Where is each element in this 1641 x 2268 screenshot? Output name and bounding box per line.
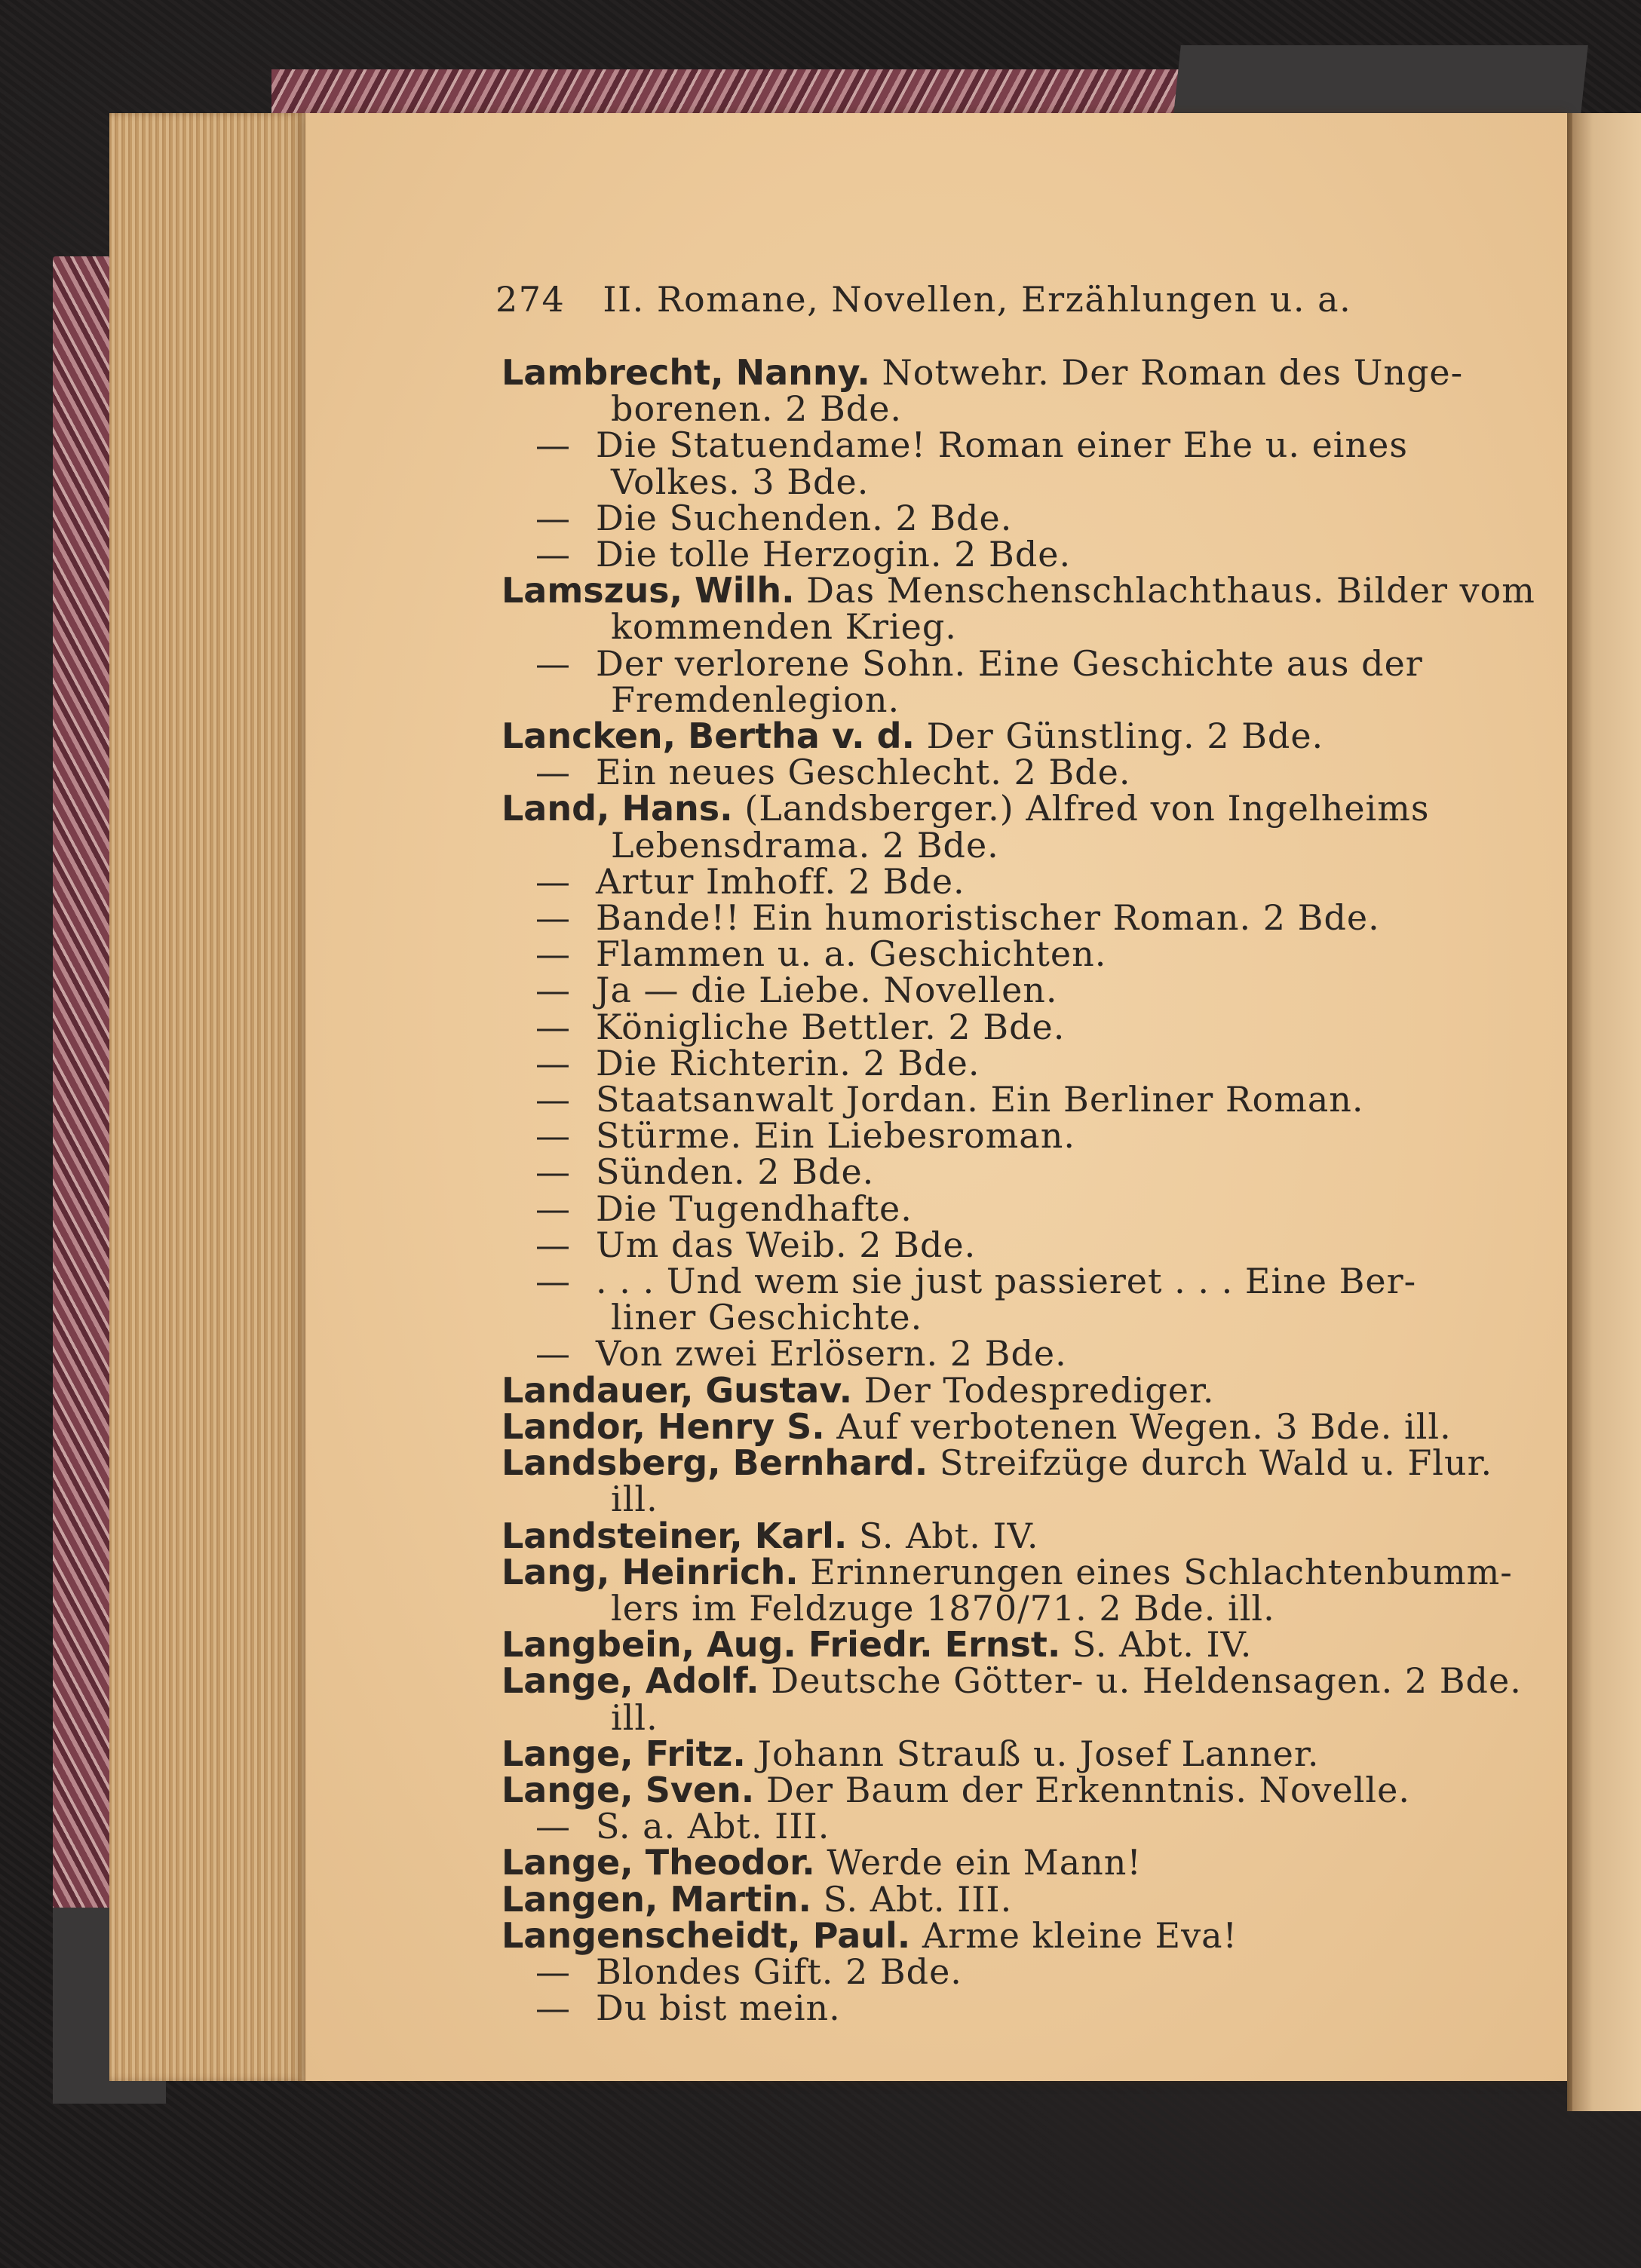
catalog-entries	[502, 352, 1535, 2029]
ditto-dash: —	[535, 1951, 571, 1992]
entry-text: (Landsberger.) Alfred von Ingelheims	[732, 788, 1430, 829]
entry-line	[502, 1442, 1497, 1484]
entry-text: Notwehr. Der Roman des Unge-	[870, 352, 1464, 393]
sub-entry-line	[502, 1333, 1497, 1375]
author-name: Lambrecht, Nanny.	[502, 352, 870, 393]
running-header	[495, 279, 1351, 320]
entry-text: borenen. 2 Bde.	[611, 388, 903, 430]
entry-text: . . . Und wem sie just passieret . . . Eine Ber-	[596, 1261, 1417, 1302]
entry-text: Der Baum der Erkenntnis. Novelle.	[754, 1769, 1410, 1810]
author-name: Lange, Adolf.	[502, 1660, 759, 1702]
entry-line	[502, 1769, 1497, 1810]
entry-text: ill.	[611, 1479, 658, 1520]
ditto-dash: —	[535, 1806, 571, 1847]
entry-text: S. Abt. III.	[811, 1878, 1013, 1920]
entry-text: Ja — die Liebe. Novellen.	[596, 970, 1058, 1011]
author-name: Lange, Theodor.	[502, 1842, 815, 1883]
sub-entry-line	[502, 860, 1497, 902]
entry-text: Die Tugendhafte.	[596, 1188, 913, 1229]
entry-line	[502, 1733, 1497, 1774]
sub-entry-line	[502, 1151, 1497, 1193]
entry-line	[502, 1551, 1513, 1592]
entry-text: Arme kleine Eva!	[910, 1914, 1238, 1956]
entry-line	[502, 1369, 1497, 1411]
ditto-dash: —	[535, 933, 571, 975]
sub-entry-line	[502, 1261, 1497, 1302]
continuation-line	[502, 679, 1497, 720]
ditto-dash: —	[535, 970, 571, 1011]
entry-line	[502, 1914, 1497, 1956]
continuation-line	[502, 1297, 1497, 1338]
continuation-line	[502, 388, 1497, 430]
ditto-dash: —	[535, 1261, 571, 1302]
entry-text: S. Abt. IV.	[1060, 1624, 1253, 1666]
sub-entry-line	[502, 534, 1497, 575]
ditto-dash: —	[535, 1333, 571, 1375]
author-name: Langenscheidt, Paul.	[502, 1914, 911, 1956]
entry-line	[502, 1878, 1497, 1920]
author-name: Lang, Heinrich.	[502, 1551, 799, 1592]
entry-text: Das Menschenschlachthaus. Bilder vom	[794, 570, 1535, 611]
entry-text: Staatsanwalt Jordan. Ein Berliner Roman.	[596, 1079, 1364, 1120]
ditto-dash: —	[535, 1115, 571, 1157]
entry-line	[502, 788, 1497, 829]
author-name: Landsteiner, Karl.	[502, 1515, 848, 1556]
ditto-dash: —	[535, 1042, 571, 1083]
sub-entry-line	[502, 970, 1497, 1011]
page-number: 274	[495, 279, 566, 320]
entry-text: Blondes Gift. 2 Bde.	[596, 1951, 962, 1992]
entry-text: Königliche Bettler. 2 Bde.	[596, 1006, 1066, 1047]
entry-line	[502, 1405, 1497, 1447]
ditto-dash: —	[535, 752, 571, 793]
entry-text: Die Suchenden. 2 Bde.	[596, 497, 1013, 538]
sub-entry-line	[502, 1188, 1497, 1229]
entry-text: Sünden. 2 Bde.	[596, 1151, 875, 1193]
sub-entry-line	[502, 642, 1497, 684]
sub-entry-line	[502, 497, 1497, 538]
page-edges	[109, 113, 336, 2081]
continuation-line	[502, 1696, 1497, 1738]
entry-text: Ein neues Geschlecht. 2 Bde.	[596, 752, 1131, 793]
author-name: Landor, Henry S.	[502, 1405, 825, 1447]
entry-text: kommenden Krieg.	[611, 606, 957, 648]
entry-text: ill.	[611, 1696, 658, 1738]
sub-entry-line	[502, 1988, 1497, 2029]
entry-line	[502, 1624, 1497, 1666]
entry-text: Deutsche Götter- u. Heldensagen. 2 Bde.	[759, 1660, 1522, 1702]
ditto-dash: —	[535, 424, 571, 466]
ditto-dash: —	[535, 860, 571, 902]
author-name: Landsberg, Bernhard.	[502, 1442, 928, 1484]
author-name: Lamszus, Wilh.	[502, 570, 795, 611]
entry-text: Der Günstling. 2 Bde.	[915, 716, 1324, 757]
sub-entry-line	[502, 897, 1497, 939]
sub-entry-line	[502, 752, 1497, 793]
continuation-line	[502, 1479, 1497, 1520]
entry-text: Werde ein Mann!	[814, 1842, 1142, 1883]
entry-text: Die Statuendame! Roman einer Ehe u. eines	[596, 424, 1408, 466]
sub-entry-line	[502, 1042, 1497, 1083]
entry-text: S. Abt. IV.	[847, 1515, 1039, 1556]
ditto-dash: —	[535, 642, 571, 684]
continuation-line	[502, 824, 1497, 866]
entry-text: Der Todesprediger.	[852, 1369, 1215, 1411]
ditto-dash: —	[535, 1988, 571, 2029]
sub-entry-line	[502, 1006, 1497, 1047]
sub-entry-line	[502, 933, 1497, 975]
ditto-dash: —	[535, 1224, 571, 1265]
entry-text: Artur Imhoff. 2 Bde.	[596, 860, 965, 902]
author-name: Lancken, Bertha v. d.	[502, 716, 916, 757]
entry-text: liner Geschichte.	[611, 1297, 923, 1338]
ditto-dash: —	[535, 1151, 571, 1193]
entry-line	[502, 1660, 1522, 1702]
entry-line	[502, 570, 1535, 611]
entry-line	[502, 354, 1497, 391]
entry-text: Die Richterin. 2 Bde.	[596, 1042, 980, 1083]
entry-text: Volkes. 3 Bde.	[611, 461, 870, 502]
entry-line	[502, 1515, 1497, 1556]
ditto-dash: —	[535, 1006, 571, 1047]
ditto-dash: —	[535, 497, 571, 538]
section-title: II. Romane, Novellen, Erzählungen u. a.	[603, 279, 1352, 320]
entry-line	[502, 716, 1497, 757]
author-name: Lange, Sven.	[502, 1769, 755, 1810]
entry-text: Fremdenlegion.	[611, 679, 900, 720]
sub-entry-line	[502, 424, 1497, 466]
author-name: Land, Hans.	[502, 788, 733, 829]
entry-text: Streifzüge durch Wald u. Flur.	[928, 1442, 1493, 1484]
author-name: Langen, Martin.	[502, 1878, 811, 1920]
ditto-dash: —	[535, 534, 571, 575]
ditto-dash: —	[535, 1079, 571, 1120]
entry-text: Von zwei Erlösern. 2 Bde.	[596, 1333, 1067, 1375]
entry-text: Flammen u. a. Geschichten.	[596, 933, 1107, 975]
entry-line	[502, 1842, 1497, 1883]
entry-text: Der verlorene Sohn. Eine Geschichte aus der	[596, 642, 1423, 684]
entry-text: Auf verbotenen Wegen. 3 Bde. ill.	[824, 1405, 1452, 1447]
continuation-line	[502, 461, 1497, 502]
ditto-dash: —	[535, 897, 571, 939]
next-page-edge	[1572, 113, 1641, 2111]
entry-text: lers im Feldzuge 1870/71. 2 Bde. ill.	[611, 1587, 1275, 1629]
entry-text: Die tolle Herzogin. 2 Bde.	[596, 534, 1072, 575]
entry-text: Stürme. Ein Liebesroman.	[596, 1115, 1075, 1157]
entry-text: Du bist mein.	[596, 1988, 841, 2029]
entry-text: Johann Strauß u. Josef Lanner.	[745, 1733, 1320, 1774]
entry-text: Bande!! Ein humoristischer Roman. 2 Bde.	[596, 897, 1380, 939]
sub-entry-line	[502, 1951, 1497, 1992]
entry-text: S. a. Abt. III.	[596, 1806, 830, 1847]
sub-entry-line	[502, 1115, 1497, 1157]
continuation-line	[502, 606, 1497, 648]
author-name: Lange, Fritz.	[502, 1733, 746, 1774]
ditto-dash: —	[535, 1188, 571, 1229]
sub-entry-line	[502, 1224, 1497, 1265]
continuation-line	[502, 1587, 1497, 1629]
entry-text: Um das Weib. 2 Bde.	[596, 1224, 977, 1265]
entry-text: Lebensdrama. 2 Bde.	[611, 824, 999, 866]
author-name: Langbein, Aug. Friedr. Ernst.	[502, 1624, 1061, 1666]
author-name: Landauer, Gustav.	[502, 1369, 853, 1411]
entry-text: Erinnerungen eines Schlachtenbumm-	[798, 1551, 1513, 1592]
sub-entry-line	[502, 1079, 1497, 1120]
sub-entry-line	[502, 1806, 1497, 1847]
